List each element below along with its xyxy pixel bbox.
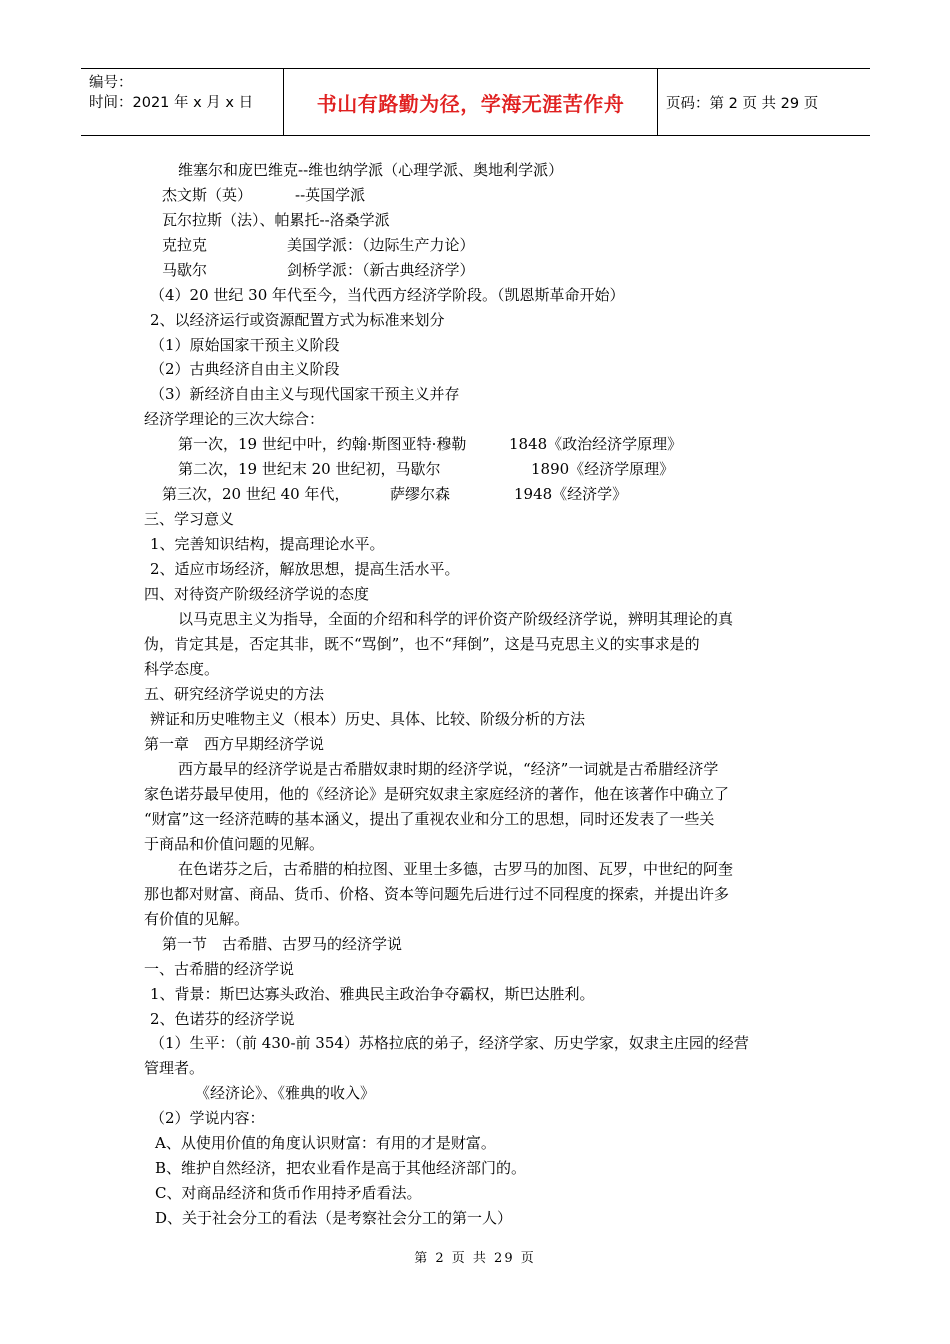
text-line: 科学态度。 (144, 660, 220, 678)
text-line: （3）新经济自由主义与现代国家干预主义并存 (150, 385, 460, 403)
text-line: 1848《政治经济学原理》 (509, 435, 683, 453)
text-line: 家色诺芬最早使用，他的《经济论》是研究奴隶主家庭经济的著作，他在该著作中确立了 (144, 785, 730, 803)
text-line: 以马克思主义为指导，全面的介绍和科学的评价资产阶级经济学说，辨明其理论的真 (178, 610, 734, 628)
text-line: 西方最早的经济学说是古希腊奴隶时期的经济学说，“经济”一词就是古希腊经济学 (178, 760, 719, 778)
text-line: 四、对待资产阶级经济学说的态度 (144, 585, 370, 603)
text-line: “财富”这一经济范畴的基本涵义，提出了重视农业和分工的思想，同时还发表了一些关 (144, 810, 715, 828)
text-line: D、关于社会分工的看法（是考察社会分工的第一人） (155, 1209, 513, 1227)
text-line: （1）生平：（前 430-前 354）苏格拉底的弟子，经济学家、历史学家，奴隶主庄园的经营 (150, 1034, 749, 1052)
text-line: （2）古典经济自由主义阶段 (150, 360, 340, 378)
text-line: 有价值的见解。 (144, 910, 250, 928)
text-line: 2、适应市场经济，解放思想，提高生活水平。 (150, 560, 460, 578)
text-line: 五、研究经济学说史的方法 (144, 685, 325, 703)
text-line: 在色诺芬之后，古希腊的柏拉图、亚里士多德，古罗马的加图、瓦罗，中世纪的阿奎 (178, 860, 734, 878)
text-line: 于商品和价值问题的见解。 (144, 835, 325, 853)
doc-number-label: 编号： (89, 75, 133, 91)
text-line: 伪，肯定其是，否定其非，既不“骂倒”，也不“拜倒”，这是马克思主义的实事求是的 (144, 635, 700, 653)
text-line: 三、学习意义 (144, 510, 235, 528)
text-line: 2、以经济运行或资源配置方式为标准来划分 (150, 311, 445, 329)
text-line: （1）原始国家干预主义阶段 (150, 336, 340, 354)
text-line: 2、色诺芬的经济学说 (150, 1010, 295, 1028)
text-line: 维塞尔和庞巴维克--维也纳学派（心理学派、奥地利学派） (178, 161, 564, 179)
text-line: 辨证和历史唯物主义（根本）历史、具体、比较、阶级分析的方法 (150, 710, 586, 728)
text-line: A、从使用价值的角度认识财富：有用的才是财富。 (155, 1134, 496, 1152)
text-line: 那也都对财富、商品、货币、价格、资本等问题先后进行过不同程度的探索，并提出许多 (144, 885, 730, 903)
header-motto: 书山有路勤为径，学海无涯苦作舟 (284, 69, 658, 135)
text-line: 第一次，19 世纪中叶，约翰·斯图亚特·穆勒 (178, 435, 467, 453)
text-line: 马歇尔 (162, 261, 208, 279)
text-line: 美国学派：（边际生产力论） (287, 236, 475, 254)
text-line: 萨缪尔森 (390, 485, 451, 503)
doc-time-label: 时间：2021 年 x 月 x 日 (89, 95, 254, 111)
text-line: 瓦尔拉斯（法）、帕累托--洛桑学派 (162, 211, 390, 229)
text-line: 1、背景：斯巴达寡头政治、雅典民主政治争夺霸权，斯巴达胜利。 (150, 985, 595, 1003)
text-line: 第一节 古希腊、古罗马的经济学说 (162, 935, 403, 953)
text-line: 杰文斯（英） (162, 186, 253, 204)
text-line: --英国学派 (295, 186, 366, 204)
text-line: （4）20 世纪 30 年代至今，当代西方经济学阶段。（凯恩斯革命开始） (150, 286, 625, 304)
header-page-info: 页码：第 2 页 共 29 页 (666, 95, 819, 112)
text-line: 第三次，20 世纪 40 年代， (162, 485, 350, 503)
text-line: B、维护自然经济，把农业看作是高于其他经济部门的。 (155, 1159, 527, 1177)
text-line: （2）学说内容： (150, 1109, 265, 1127)
header-meta (81, 69, 284, 135)
text-line: 1890《经济学原理》 (531, 460, 675, 478)
page-header (81, 68, 870, 136)
text-line: 管理者。 (144, 1059, 205, 1077)
page-footer: 第 2 页 共 29 页 (414, 1251, 536, 1266)
text-line: 一、古希腊的经济学说 (144, 960, 295, 978)
text-line: 第二次，19 世纪末 20 世纪初，马歇尔 (178, 460, 441, 478)
text-line: 剑桥学派：（新古典经济学） (287, 261, 475, 279)
text-line: 《经济论》、《雅典的收入》 (195, 1084, 376, 1102)
text-line: 克拉克 (162, 236, 208, 254)
text-line: 1948《经济学》 (514, 485, 628, 503)
text-line: 1、完善知识结构，提高理论水平。 (150, 535, 385, 553)
text-line: C、对商品经济和货币作用持矛盾看法。 (155, 1184, 422, 1202)
text-line: 第一章 西方早期经济学说 (144, 735, 325, 753)
text-line: 经济学理论的三次大综合： (144, 410, 325, 428)
